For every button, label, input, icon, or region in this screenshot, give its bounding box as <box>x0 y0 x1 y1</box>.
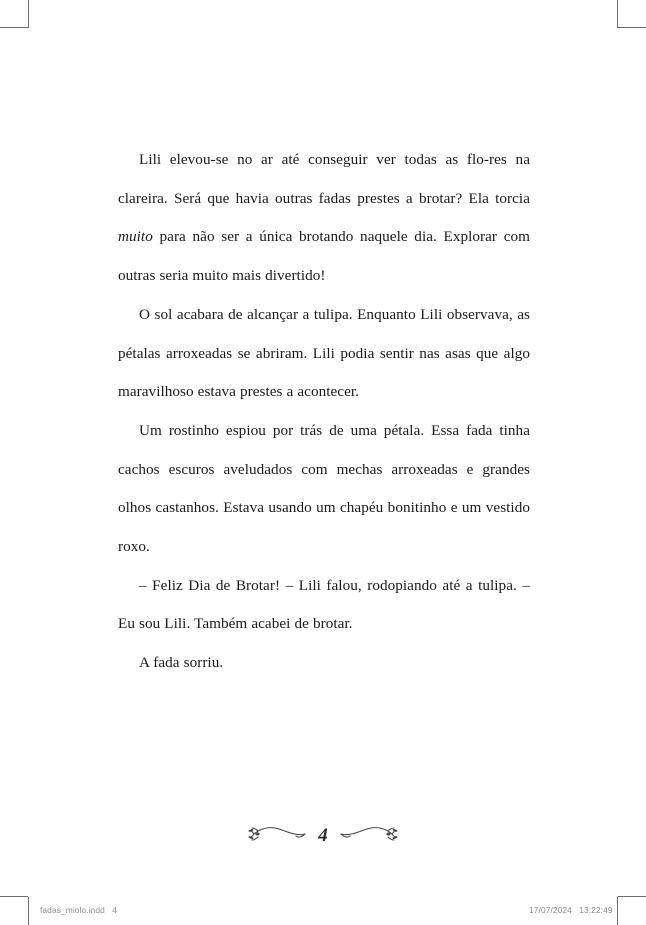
flourish-leaf-left-icon <box>248 823 310 850</box>
crop-mark-bottom-right-horizontal <box>618 896 646 897</box>
paragraph: A fada sorriu. <box>139 654 224 672</box>
paragraph: Um rostinho espiou por trás de uma pétala. Essa fada tinha cachos escuros aveludados com mechas arroxeadas e grandes olhos castanhos. Estava usando um chapéu bonitinho e um vestido roxo. <box>118 421 530 556</box>
folio <box>0 816 646 856</box>
flourish-leaf-right-icon <box>336 823 398 850</box>
page-number: 4 <box>318 824 328 846</box>
body-text-block <box>118 141 530 683</box>
paragraph: – Feliz Dia de Brotar! – Lili falou, rodopiando até a tulipa. – Eu sou Lili. Também acabei de brotar. <box>118 576 530 633</box>
paragraph: Lili elevou-se no ar até conseguir ver todas as flo-res na clareira. Será que havia outras fadas prestes a brotar? Ela torcia muito para não ser a única brotando naquele dia. Explorar com outras seria muito mais divertido! <box>118 151 530 285</box>
crop-mark-bottom-left-vertical <box>28 897 29 925</box>
crop-mark-top-right-horizontal <box>618 27 646 28</box>
crop-mark-top-right-vertical <box>617 0 618 28</box>
crop-mark-top-left-vertical <box>28 0 29 28</box>
crop-mark-bottom-right-vertical <box>617 897 618 925</box>
crop-mark-top-left-horizontal <box>0 27 28 28</box>
slug-filename: fadas_miolo.indd 4 <box>40 905 117 915</box>
paragraph: O sol acabara de alcançar a tulipa. Enquanto Lili observava, as pétalas arroxeadas se abriram. Lili podia sentir nas asas que algo maravilhoso estava prestes a acontecer. <box>118 305 530 401</box>
crop-mark-bottom-left-horizontal <box>0 896 28 897</box>
slug-timestamp: 17/07/2024 13:22:49 <box>529 905 613 915</box>
